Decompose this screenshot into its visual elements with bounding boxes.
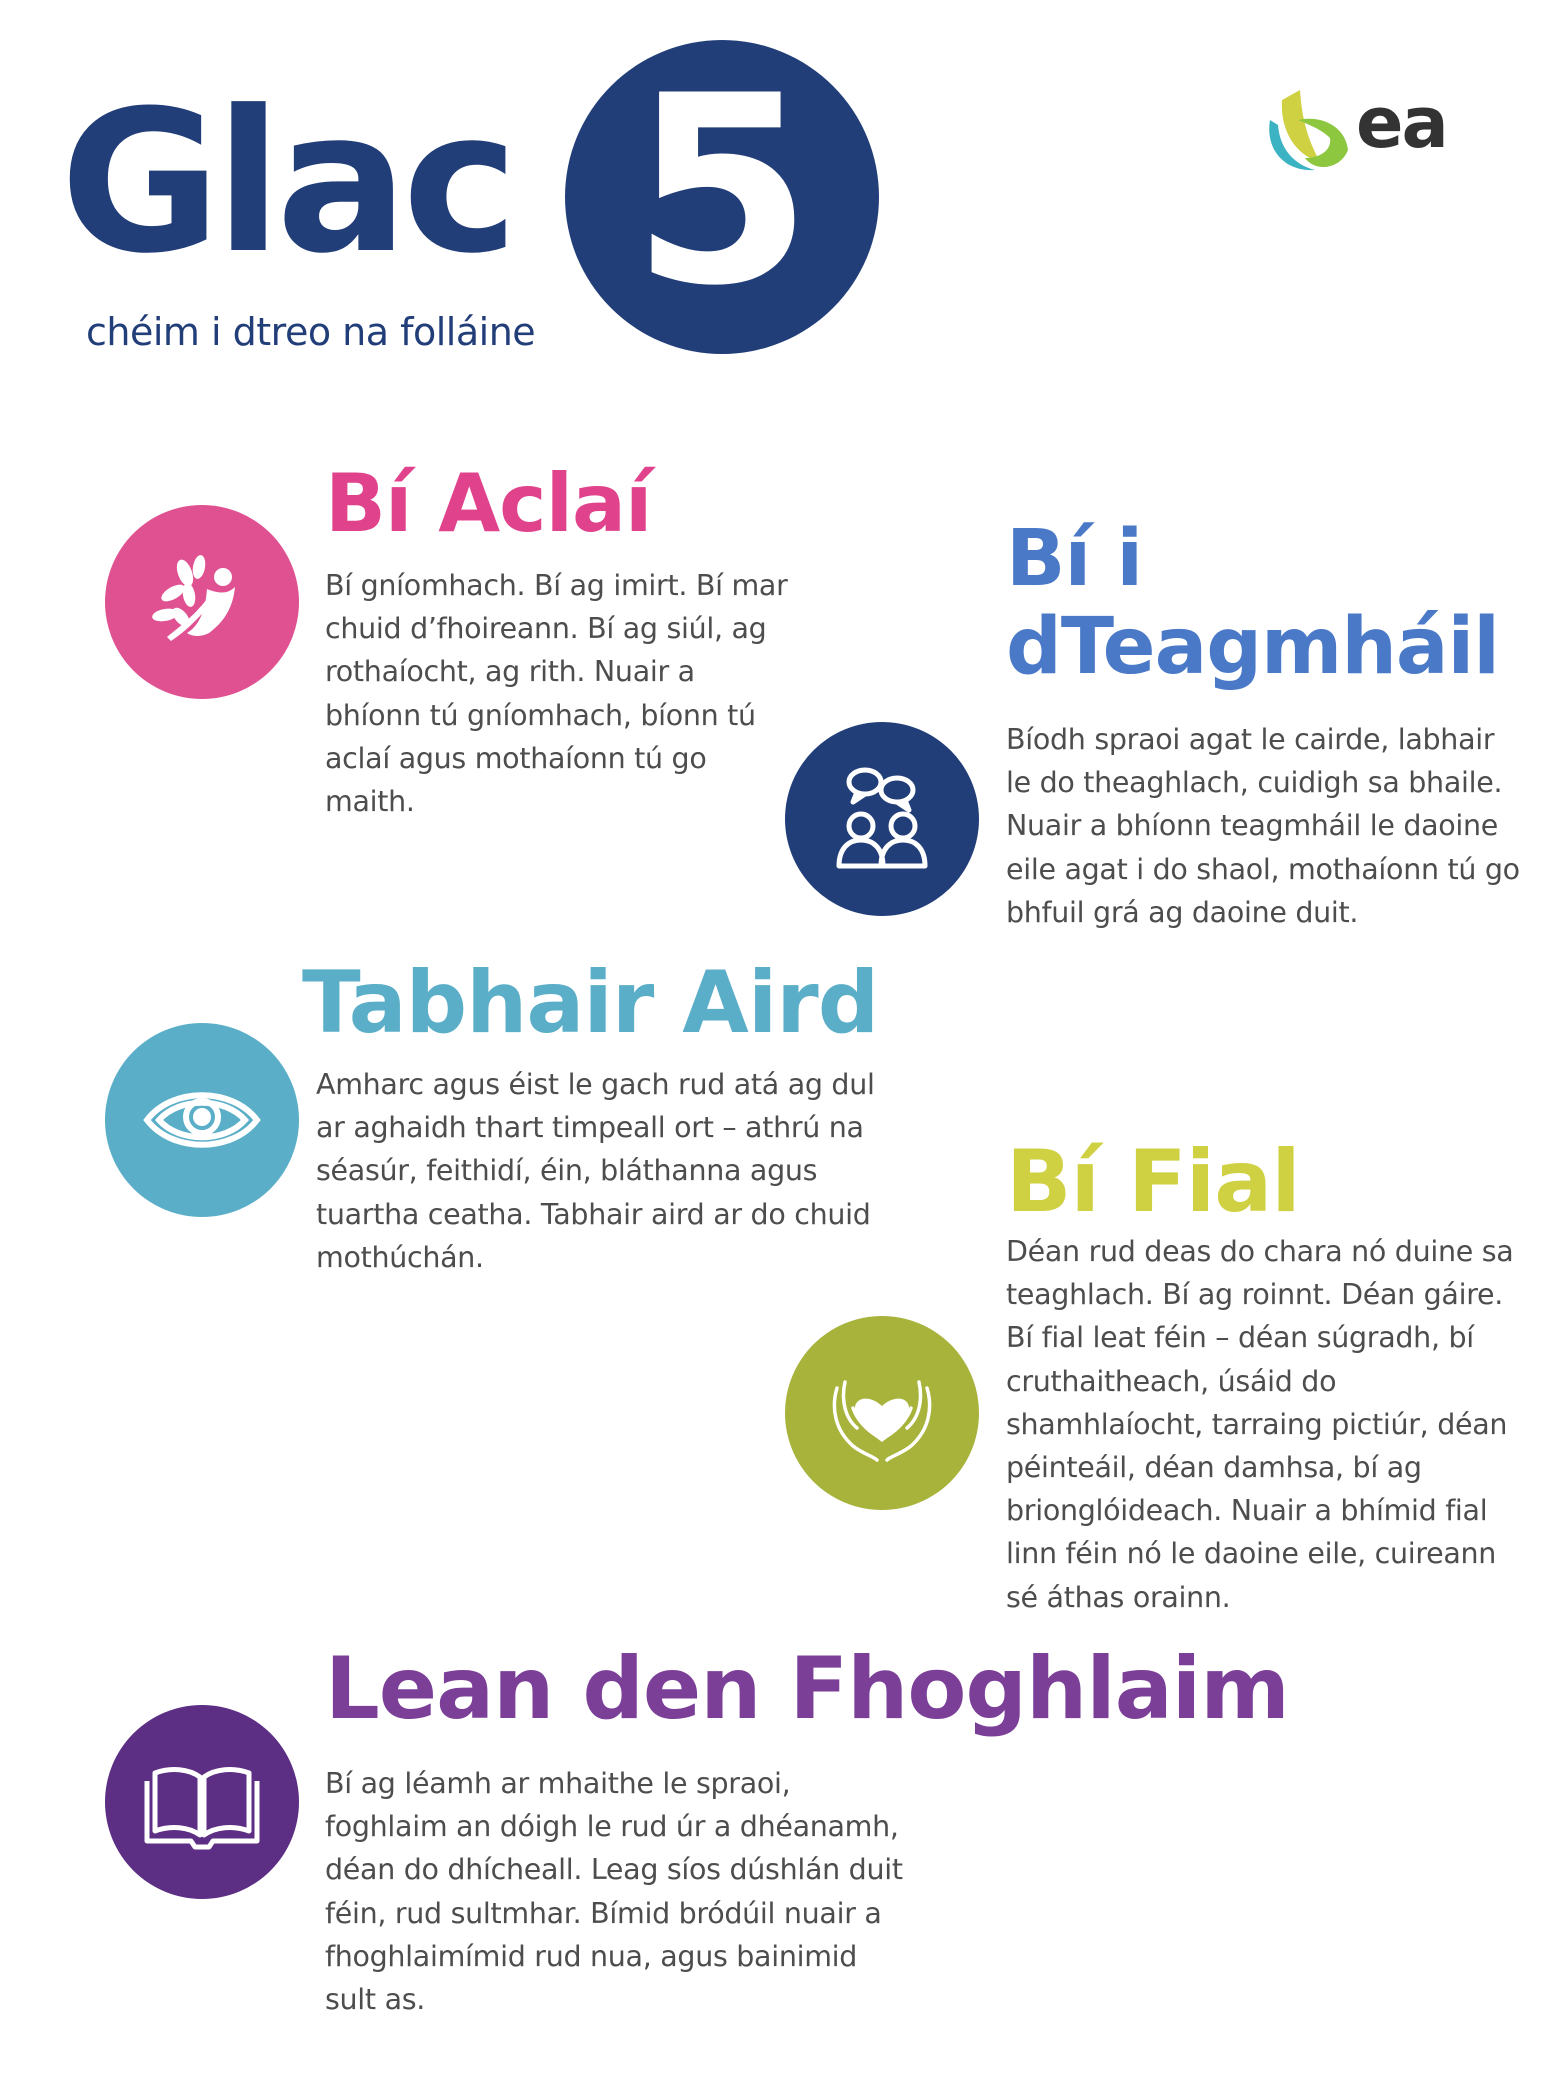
- brand-text: ea: [1356, 82, 1447, 164]
- logo-wordmark: Glac: [60, 69, 513, 297]
- section-text-connect: Bíodh spraoi agat le cairde, labhair le do theaghlach, cuidigh sa bhaile. Nuair a bhíonn teagmháil le daoine eile agat i do shaol, mothaíonn tú go bhfuil grá ag daoine duit.: [1006, 723, 1520, 929]
- people-chat-icon: [785, 722, 979, 916]
- tree-person-icon: [105, 505, 299, 699]
- logo-number-badge: [565, 40, 879, 354]
- section-text-be-active: Bí gníomhach. Bí ag imirt. Bí mar chuid d’fhoireann. Bí ag siúl, ag rothaíocht, ag rith. Nuair a bhíonn tú gníomhach, bíonn tú aclaí agus mothaíonn tú go maith.: [325, 569, 788, 819]
- section-title-take-notice: Tabhair Aird: [302, 953, 879, 1053]
- section-text-take-notice: Amharc agus éist le gach rud atá ag dul ar aghaidh thart timpeall ort – athrú na séasúr, feithidí, éin, bláthanna agus tuartha ceatha. Tabhair aird ar do chuid mothúchán.: [316, 1068, 875, 1274]
- open-book-icon: [105, 1705, 299, 1899]
- logo-tagline: chéim i dtreo na folláine: [86, 310, 536, 354]
- section-text-keep-learning: Bí ag léamh ar mhaithe le spraoi, foghlaim an dóigh le rud úr a dhéanamh, déan do dhícheall. Leag síos dúshlán duit féin, rud sultmhar. Bímid bródúil nuair a fhoghlaimímid rud nua, agus bainimid sult as.: [325, 1767, 903, 2017]
- section-text-give: Déan rud deas do chara nó duine sa teaghlach. Bí ag roinnt. Déan gáire. Bí fial leat féin – déan súgradh, bí cruthaitheach, úsáid do shamhlaíocht, tarraing pictiúr, déan péinteáil, déan damhsa, bí ag brionglóideach. Nuair a bhímid fial linn féin nó le daoine eile, cuireann sé áthas orainn.: [1006, 1235, 1514, 1614]
- logo-number: 5: [631, 41, 813, 343]
- section-title-give: Bí Fial: [1006, 1132, 1300, 1232]
- section-title-connect: Bí i dTeagmháil: [1006, 514, 1499, 692]
- eye-icon: [105, 1023, 299, 1217]
- section-title-be-active: Bí Aclaí: [325, 457, 652, 550]
- heart-hands-icon: [785, 1316, 979, 1510]
- section-title-keep-learning: Lean den Fhoghlaim: [325, 1639, 1289, 1739]
